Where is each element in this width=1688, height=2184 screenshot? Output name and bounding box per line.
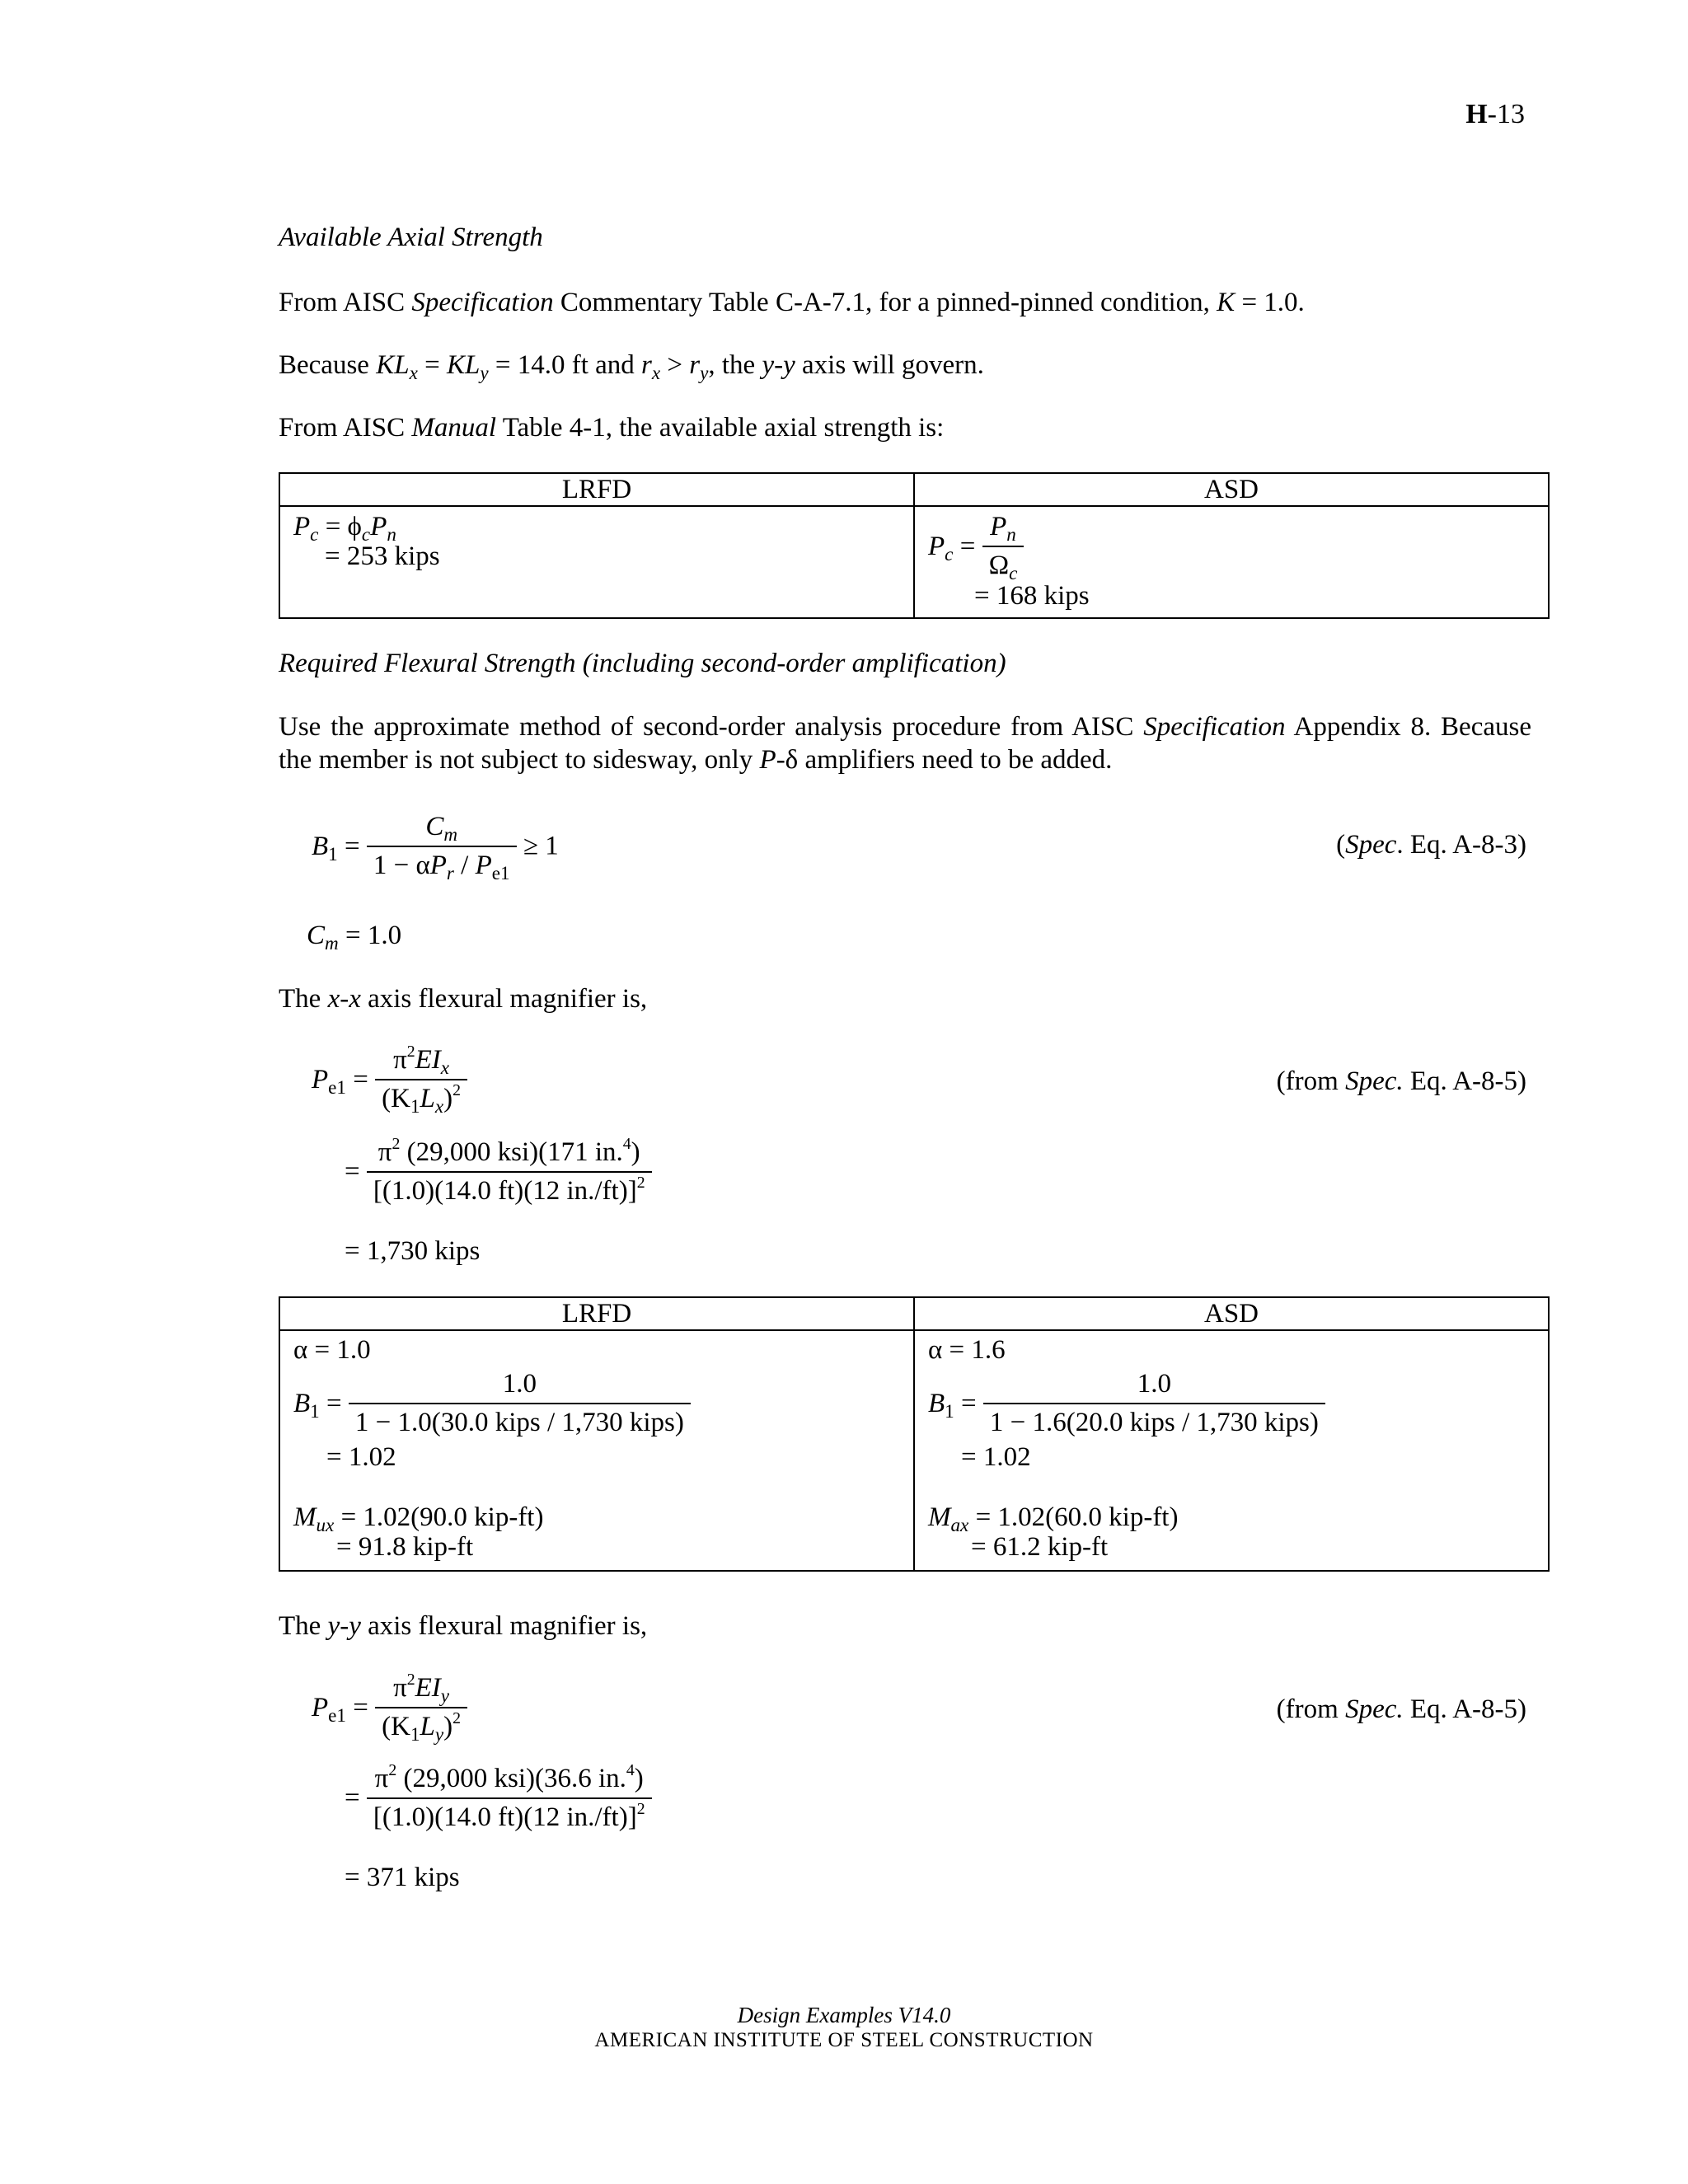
lrfd-pc-formula: $P_c = \phi_cP_n$ [293, 512, 396, 545]
lrfd-b1-result: = 1.02 [326, 1442, 396, 1472]
asd-b1-result: = 1.02 [961, 1442, 1031, 1472]
asd-max-result: = 61.2 kip-ft [971, 1532, 1109, 1562]
lrfd-alpha: α = 1.0 [293, 1335, 371, 1365]
table-header-asd: ASD [914, 473, 1549, 506]
paragraph-manual-table: From AISC Manual Table 4-1, the available axial strength is: [279, 413, 945, 443]
axial-strength-table [279, 472, 1550, 619]
equation-ref-a85-y: (from Spec. Eq. A-8-5) [1276, 1694, 1526, 1724]
table-cell-asd [914, 506, 1549, 618]
cm-value: $C_m = 1.0$ [307, 921, 402, 954]
paragraph-yy-intro: The y-y axis flexural magnifier is, [279, 1611, 648, 1641]
equation-pe1-x-numeric: = $\frac{\pi^2 (29,000 ksi)(171 in.^4)}{[(1.0)(14.0 ft)(12 in./ft)]^2}$ [345, 1137, 652, 1207]
table-cell-asd [914, 1330, 1549, 1571]
section-heading-flexural: Required Flexural Strength (including second-order amplification) [279, 649, 1006, 678]
lrfd-b1-equation: $B_1$ = $\frac{1.0}{\text{1 − 1.0(30.0 kips / 1,730 kips)}}$ [293, 1369, 900, 1438]
equation-pe1-x-symbolic: $P_{e1}$ = $\frac{\pi^2EI_x}{(K_1L_x)^2}$ [312, 1045, 467, 1114]
asd-alpha: α = 1.6 [928, 1335, 1006, 1365]
paragraph-k-factor: From AISC Specification Commentary Table C-A-7.1, for a pinned-pinned condition, K = 1.0. [279, 288, 1305, 317]
paragraph-governing-axis: Because $KL_x = KL_y = 14.0$ ft and $r_x > r_y$, the y-y axis will govern. [279, 350, 984, 383]
asd-pc-result: = 168 kips [974, 581, 1090, 611]
magnifier-table [279, 1296, 1550, 1572]
paragraph-xx-intro: The x-x axis flexural magnifier is, [279, 984, 648, 1014]
lrfd-pc-result: = 253 kips [325, 541, 440, 571]
equation-pe1-y-numeric: = $\frac{\pi^2 (29,000 ksi)(36.6 in.^4)}{[(1.0)(14.0 ft)(12 in./ft)]^2}$ [345, 1764, 652, 1833]
asd-b1-equation: $B_1$ = $\frac{1.0}{\text{1 − 1.6(20.0 kips / 1,730 kips)}}$ [928, 1369, 1535, 1438]
table-cell-lrfd [279, 506, 914, 618]
table-header-lrfd: LRFD [279, 1297, 914, 1330]
lrfd-mux-result: = 91.8 kip-ft [336, 1532, 474, 1562]
page-number: H-13 [1465, 99, 1525, 129]
pe1-x-result: = 1,730 kips [345, 1236, 481, 1266]
equation-ref-a83: (Spec. Eq. A-8-3) [1336, 830, 1526, 860]
equation-ref-a85-x: (from Spec. Eq. A-8-5) [1276, 1066, 1526, 1096]
section-heading-axial: Available Axial Strength [279, 223, 543, 252]
paragraph-second-order: Use the approximate method of second-order analysis procedure from AISC Specification Appendix 8. Because the member is not subject to sidesway, only P-δ amplifiers need to be added. [279, 712, 1531, 775]
table-cell-lrfd [279, 1330, 914, 1571]
equation-b1: $B_1$ = $\frac{C_m}{1 - \alpha P_r / P_{e1}}$ ≥ 1 [312, 812, 559, 883]
footer-title: Design Examples V14.0 [737, 2003, 951, 2027]
lrfd-mux-formula: $M_{ux} = 1.02(90.0$ kip-ft) [293, 1502, 544, 1535]
table-header-asd: ASD [914, 1297, 1549, 1330]
table-header-lrfd: LRFD [279, 473, 914, 506]
asd-max-formula: $M_{ax} = 1.02(60.0$ kip-ft) [928, 1502, 1179, 1535]
asd-pc-formula: $P_c$ = $\frac{P_n}{\Omega_c}$ [928, 512, 1535, 581]
pe1-y-result: = 371 kips [345, 1863, 460, 1892]
equation-pe1-y-symbolic: $P_{e1}$ = $\frac{\pi^2EI_y}{(K_1L_y)^2}$ [312, 1673, 467, 1742]
footer-publisher: AMERICAN INSTITUTE OF STEEL CONSTRUCTION [594, 2029, 1094, 2051]
